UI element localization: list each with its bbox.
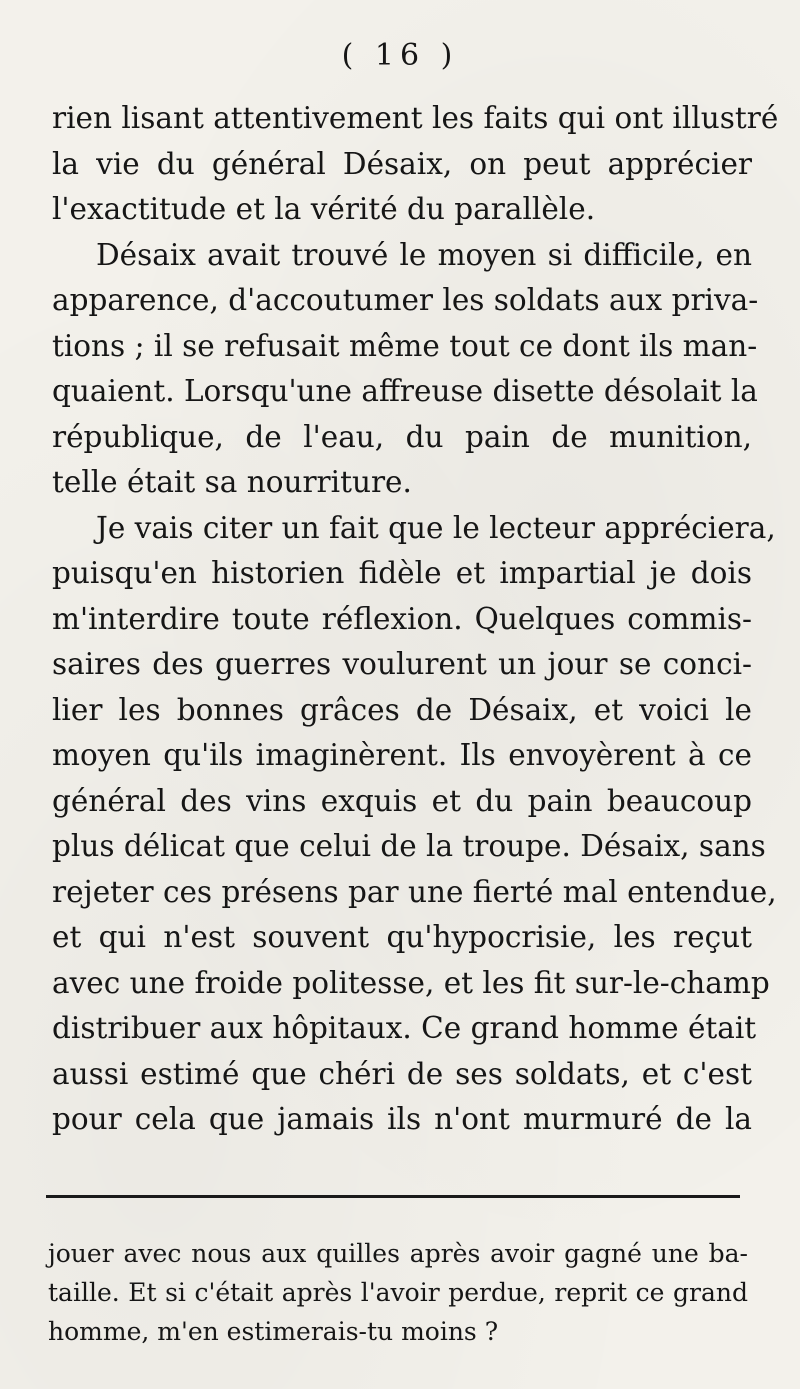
- body-line: rejeter ces présens par une fierté mal entendue,: [52, 874, 777, 909]
- body-text: [52, 96, 779, 1143]
- body-line: telle était sa nourriture.: [52, 465, 412, 499]
- footnote: [48, 1234, 748, 1351]
- body-line: rien lisant attentivement les faits qui ont illustré: [52, 101, 779, 135]
- body-line: apparence, d'accoutumer les soldats aux priva-: [52, 283, 759, 317]
- page-number: ( 16 ): [341, 38, 459, 73]
- body-line: m'interdire toute réflexion. Quelques commis-: [52, 601, 752, 636]
- body-line: général des vins exquis et du pain beaucoup: [52, 783, 752, 818]
- body-line: république, de l'eau, du pain de munition,: [52, 419, 752, 454]
- body-line: moyen qu'ils imaginèrent. Ils envoyèrent à ce: [52, 738, 752, 772]
- footnote-divider: [46, 1195, 740, 1198]
- body-line: quaient. Lorsqu'une affreuse disette désolait la: [52, 374, 758, 408]
- body-line: l'exactitude et la vérité du parallèle.: [52, 192, 596, 226]
- body-line: distribuer aux hôpitaux. Ce grand homme était: [52, 1011, 757, 1045]
- body-line: aussi estimé que chéri de ses soldats, et c'est: [52, 1056, 752, 1091]
- footnote-line: taille. Et si c'était après l'avoir perdue, reprit ce grand: [48, 1278, 748, 1307]
- body-line: plus délicat que celui de la troupe. Désaix, sans: [52, 829, 766, 863]
- body-line: et qui n'est souvent qu'hypocrisie, les reçut: [52, 920, 752, 954]
- footnote-line: homme, m'en estimerais-tu moins ?: [48, 1317, 499, 1346]
- footnote-line: jouer avec nous aux quilles après avoir gagné une ba-: [48, 1239, 748, 1268]
- body-line: avec une froide politesse, et les fit sur-le-champ: [52, 965, 770, 1000]
- body-line: saires des guerres voulurent un jour se conci-: [52, 647, 752, 681]
- body-line: la vie du général Désaix, on peut apprécier: [52, 146, 752, 181]
- body-line: lier les bonnes grâces de Désaix, et voici le: [52, 692, 752, 727]
- body-line: Désaix avait trouvé le moyen si difficile, en: [96, 237, 752, 272]
- body-line: tions ; il se refusait même tout ce dont ils man-: [52, 328, 758, 363]
- body-line: puisqu'en historien fidèle et impartial je dois: [52, 556, 752, 590]
- body-line: Je vais citer un fait que le lecteur appréciera,: [96, 510, 776, 545]
- body-line: pour cela que jamais ils n'ont murmuré de la: [52, 1102, 752, 1136]
